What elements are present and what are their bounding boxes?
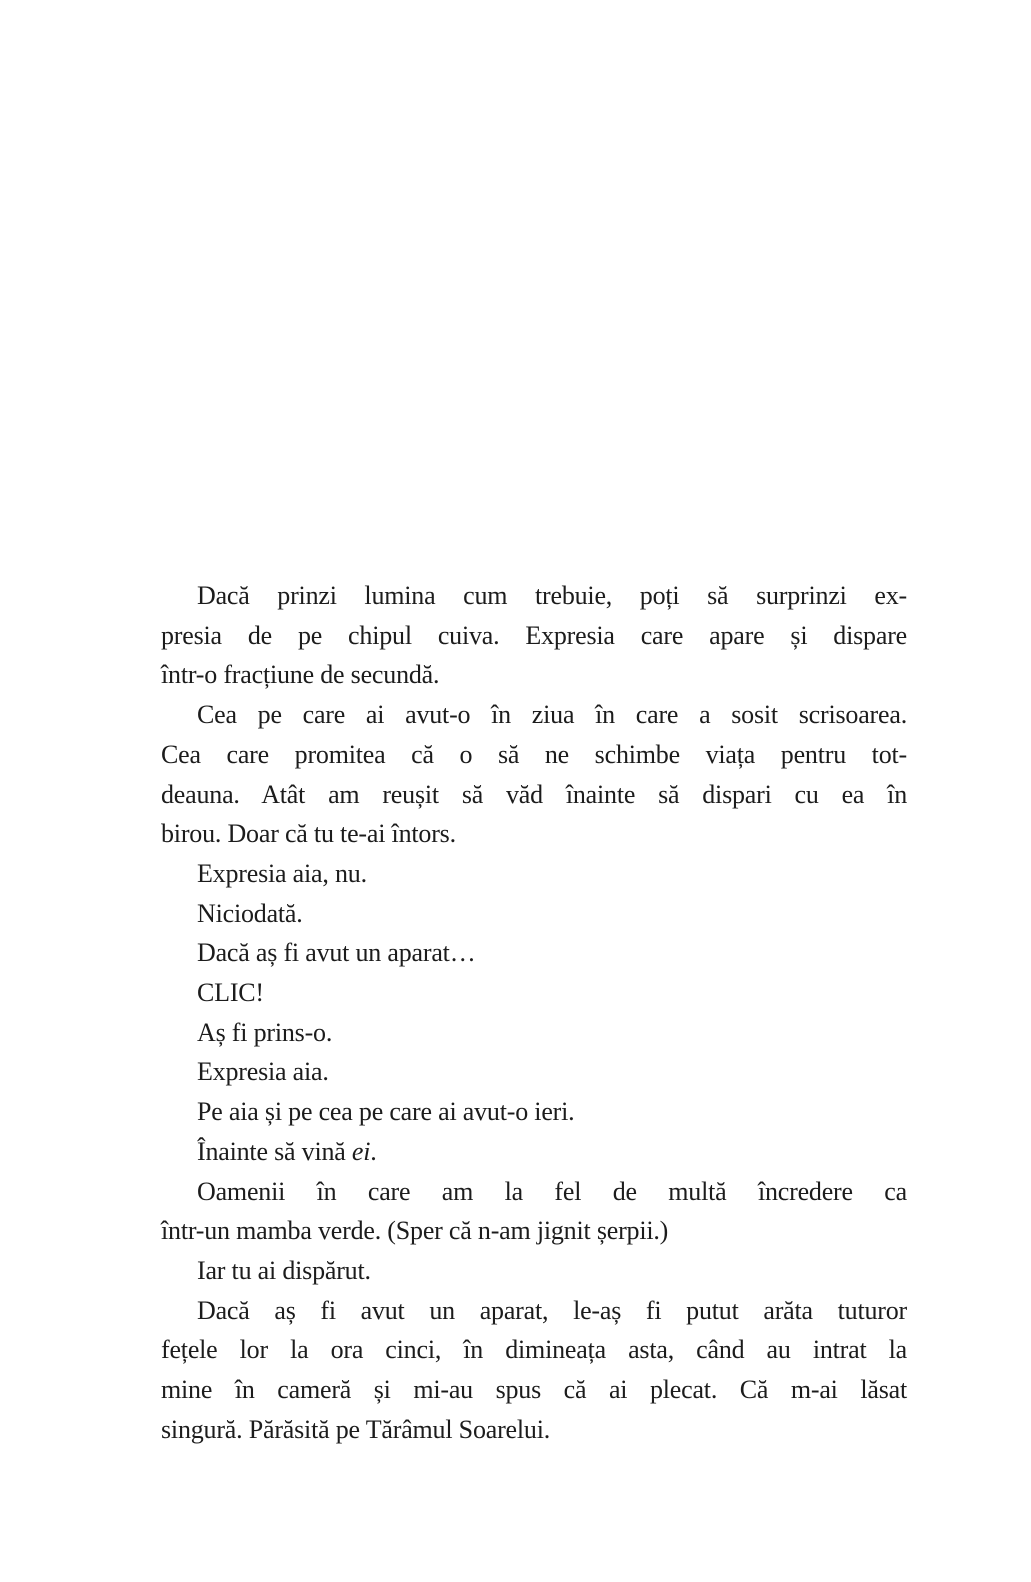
text-line: Aș fi prins-o. xyxy=(197,1017,333,1047)
text-line: Iar tu ai dispărut. xyxy=(197,1255,371,1285)
text-line: birou. Doar că tu te-ai întors. xyxy=(161,819,456,849)
text-line: Cea pe care ai avut-o în ziua în care a sosit scrisoarea. xyxy=(197,700,907,730)
text-line: Expresia aia, nu. xyxy=(197,858,367,888)
text-line: într-o fracțiune de secundă. xyxy=(161,660,440,690)
text-line: deauna. Atât am reușit să văd înainte să dispari cu ea în xyxy=(161,779,907,809)
text-segment: Înainte să vină xyxy=(197,1136,352,1166)
text-line: Pe aia și pe cea pe care ai avut-o ieri. xyxy=(197,1097,575,1127)
text-line: Dacă prinzi lumina cum trebuie, poți să surprinzi ex- xyxy=(197,581,907,610)
text-line: presia de pe chipul cuiva. Expresia care apare și dispare xyxy=(161,620,907,650)
text-segment: . xyxy=(370,1136,377,1166)
text-line: Dacă aș fi avut un aparat… xyxy=(197,938,476,968)
emphasis-text: ei xyxy=(351,1136,371,1166)
text-line: Oamenii în care am la fel de multă încredere ca xyxy=(197,1176,907,1206)
text-line: fețele lor la ora cinci, în dimineața asta, când au intrat la xyxy=(161,1335,907,1365)
text-line: într-un mamba verde. (Sper că n-am jignit șerpii.) xyxy=(161,1216,669,1246)
text-line: Niciodată. xyxy=(197,898,303,928)
text-line: Cea care promitea că o să ne schimbe viața pentru tot- xyxy=(161,739,907,769)
text-line: CLIC! xyxy=(197,978,264,1008)
body-text xyxy=(161,576,907,1449)
text-line xyxy=(161,1132,907,1172)
text-line: Dacă aș fi avut un aparat, le-aș fi putut arăta tuturor xyxy=(197,1295,907,1325)
text-line: Expresia aia. xyxy=(197,1057,329,1087)
text-line: mine în cameră și mi-au spus că ai plecat. Că m-ai lăsat xyxy=(161,1375,907,1405)
text-line: singură. Părăsită pe Tărâmul Soarelui. xyxy=(161,1414,551,1444)
